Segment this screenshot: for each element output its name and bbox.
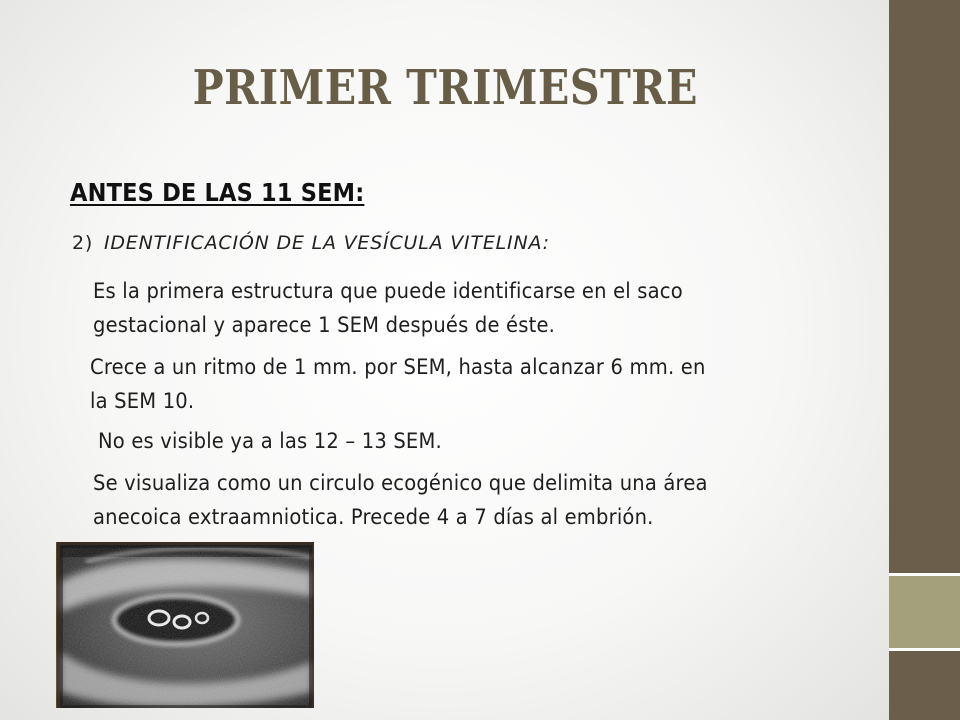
paragraph-2-line-2: la SEM 10. (90, 389, 195, 413)
paragraph-1-line-1: Es la primera estructura que puede identificarse en el saco (93, 279, 683, 303)
point-number: 2) (72, 232, 94, 254)
paragraph-3-line-1: No es visible ya a las 12 – 13 SEM. (98, 429, 442, 453)
paragraph-4-line-1: Se visualiza como un circulo ecogénico que delimita una área (93, 471, 708, 495)
ultrasound-illustration (56, 542, 314, 708)
paragraph-4-line-2: anecoica extraamniotica. Precede 4 a 7 días al embrión. (93, 505, 654, 529)
ultrasound-yolk-sac-image (56, 542, 314, 708)
side-bar-separator-bottom (889, 648, 960, 651)
point-heading (72, 232, 550, 254)
slide-title: PRIMER TRIMESTRE (192, 60, 698, 116)
section-subtitle: ANTES DE LAS 11 SEM: (70, 178, 365, 207)
side-decoration-bar (889, 0, 960, 720)
side-bar-accent-band (889, 576, 960, 648)
point-heading-text: IDENTIFICACIÓN DE LA VESÍCULA VITELINA: (103, 232, 550, 254)
paragraph-1-line-2: gestacional y aparece 1 SEM después de éste. (93, 313, 556, 337)
paragraph-2-line-1: Crece a un ritmo de 1 mm. por SEM, hasta alcanzar 6 mm. en (90, 355, 706, 379)
